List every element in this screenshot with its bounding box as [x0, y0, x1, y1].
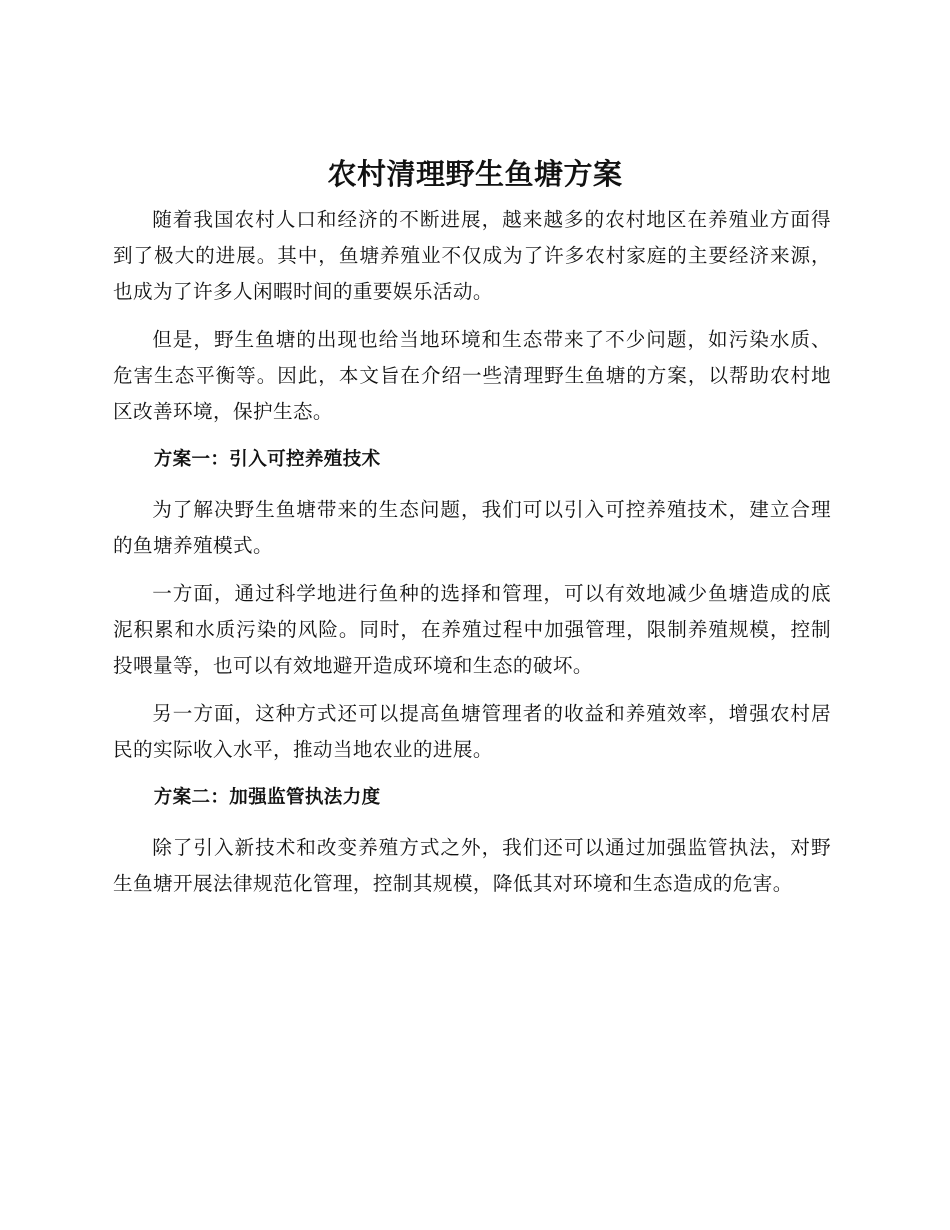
paragraph: 为了解决野生鱼塘带来的生态问题，我们可以引入可控养殖技术，建立合理的鱼塘养殖模式。 — [113, 498, 831, 557]
document-body — [113, 202, 831, 914]
section-heading: 方案二：加强监管执法力度 — [153, 787, 381, 808]
paragraph: 另一方面，这种方式还可以提高鱼塘管理者的收益和养殖效率，增强农村居民的实际收入水平，推动当地农业的进展。 — [113, 702, 831, 761]
document-title: 农村清理野生鱼塘方案 — [327, 157, 623, 191]
paragraph: 一方面，通过科学地进行鱼种的选择和管理，可以有效地减少鱼塘造成的底泥积累和水质污染的风险。同时，在养殖过程中加强管理，限制养殖规模，控制投喂量等，也可以有效地避开造成环境和生态的破坏。 — [113, 582, 831, 677]
section-heading: 方案一：引入可控养殖技术 — [153, 449, 381, 470]
paragraph: 随着我国农村人口和经济的不断进展，越来越多的农村地区在养殖业方面得到了极大的进展。其中，鱼塘养殖业不仅成为了许多农村家庭的主要经济来源，也成为了许多人闲暇时间的重要娱乐活动。 — [113, 208, 831, 303]
paragraph: 但是，野生鱼塘的出现也给当地环境和生态带来了不少问题，如污染水质、危害生态平衡等。因此，本文旨在介绍一些清理野生鱼塘的方案，以帮助农村地区改善环境，保护生态。 — [113, 328, 831, 423]
paragraph: 除了引入新技术和改变养殖方式之外，我们还可以通过加强监管执法，对野生鱼塘开展法律规范化管理，控制其规模，降低其对环境和生态造成的危害。 — [113, 836, 831, 895]
